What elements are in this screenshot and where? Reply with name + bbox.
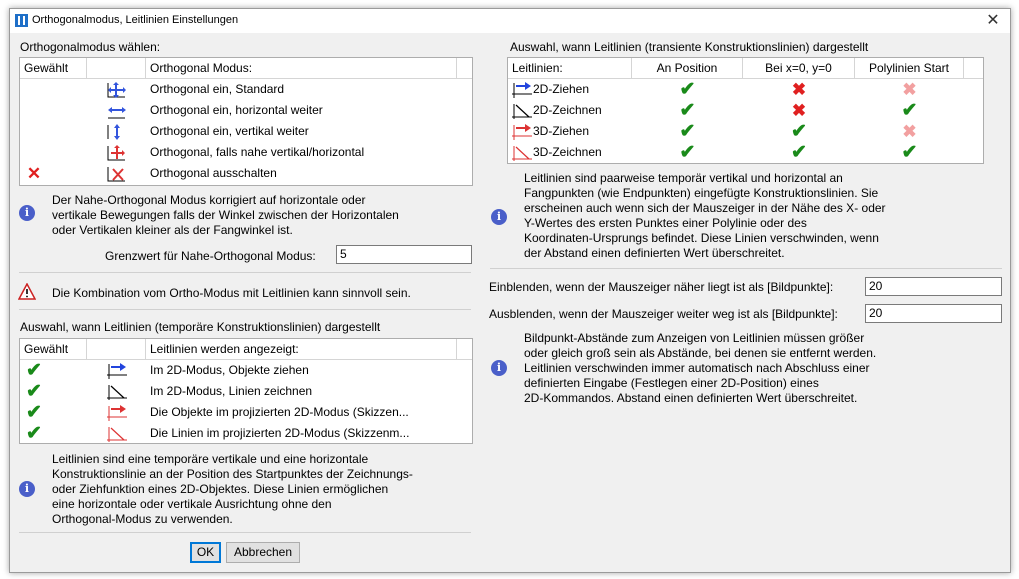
- check-icon[interactable]: ✔: [679, 100, 696, 121]
- check-icon[interactable]: ✔: [901, 142, 918, 163]
- ortho-off-icon: [105, 165, 127, 183]
- draw-2d-icon: [511, 101, 533, 120]
- ortho-table-header: [20, 58, 472, 79]
- ortho-mode-label: Orthogonal ein, horizontal weiter: [150, 103, 323, 117]
- separator: [490, 268, 1002, 269]
- trans-guides-table[interactable]: [507, 57, 984, 164]
- ortho-vertical-icon: [105, 123, 127, 141]
- trans-table-header: [508, 58, 983, 79]
- drag-3d-icon: [511, 122, 533, 141]
- table-row[interactable]: [20, 423, 472, 444]
- guide-type-label: 3D-Zeichnen: [533, 145, 602, 159]
- ortho-heading: Orthogonalmodus wählen:: [20, 40, 161, 54]
- table-row[interactable]: [20, 360, 472, 381]
- table-row[interactable]: [508, 79, 983, 100]
- draw-3d-icon: [511, 143, 533, 162]
- guide-type-label: 2D-Ziehen: [533, 82, 590, 96]
- table-row[interactable]: [20, 402, 472, 423]
- near-ortho-info: Der Nahe-Orthogonal Modus korrigiert auf horizontale oder vertikale Bewegungen falls der Winkel zwischen der Horizontalen oder Vertikalen kleiner als der Fangwinkel ist.: [52, 193, 399, 237]
- col-icon-header[interactable]: [87, 58, 146, 78]
- col-polyline-header[interactable]: Polylinien Start: [855, 58, 964, 78]
- temp-heading: Auswahl, wann Leitlinien (temporäre Konstruktionslinien) dargestellt: [20, 320, 381, 334]
- table-row[interactable]: [20, 381, 472, 402]
- table-row[interactable]: [20, 79, 472, 100]
- x-disabled-icon[interactable]: ✖: [902, 122, 917, 141]
- info-icon: i: [491, 209, 507, 225]
- pixel-distance-info: Bildpunkt-Abstände zum Anzeigen von Leitlinien müssen größer oder gleich groß sein als Abstände, bei denen sie entfernt werden. Leitlinien verschwinden immer automatisch nach Abschluss einer definierten Eingabe (Festlegen einer 2D-Position) eines 2D-Kommandos. Abstand einen definierten Wert überschreitet.: [524, 331, 877, 405]
- separator: [19, 309, 471, 310]
- col-guides-header[interactable]: Leitlinien:: [508, 58, 632, 78]
- ortho-mode-label: Orthogonal ein, vertikal weiter: [150, 124, 309, 138]
- x-icon[interactable]: ✖: [791, 101, 807, 120]
- guide-type-label: 2D-Zeichnen: [533, 103, 602, 117]
- separator: [19, 532, 471, 533]
- guide-option-label: Im 2D-Modus, Objekte ziehen: [150, 363, 309, 377]
- drag-2d-icon: [511, 80, 533, 99]
- title-bar: [10, 9, 1010, 33]
- show-distance-label: Einblenden, wenn der Mauszeiger näher liegt ist als [Bildpunkte]:: [489, 280, 834, 294]
- trans-guides-info: Leitlinien sind paarweise temporär vertikal und horizontal an Fangpunkten (wie Endpunkten) eingefügte Konstruktionslinien. Sie erscheinen auch wenn sich der Mauszeiger in der Nähe des X- oder Y-Wertes des ersten Punktes einer Polylinie oder des Koordinaten-Ursprungs befindet. Diese Linien verschwinden, wenn der Abstand einen definierten Wert überschreitet.: [524, 171, 886, 260]
- ortho-warning-text: Die Kombination vom Ortho-Modus mit Leitlinien kann sinnvoll sein.: [52, 286, 411, 300]
- info-icon: i: [491, 360, 507, 376]
- drag-2d-icon: [106, 361, 128, 380]
- table-row[interactable]: [20, 100, 472, 121]
- selected-check-icon: ✔: [26, 402, 42, 423]
- selected-check-icon: ✔: [26, 360, 42, 381]
- x-disabled-icon[interactable]: ✖: [902, 80, 917, 99]
- separator: [19, 272, 471, 273]
- col-mode-header[interactable]: Orthogonal Modus:: [146, 58, 457, 78]
- ortho-near-icon: [105, 144, 127, 162]
- guide-option-label: Die Linien im projizierten 2D-Modus (Skizzenm...: [150, 426, 410, 440]
- selected-x-icon: ✕: [26, 164, 42, 183]
- window-title: Orthogonalmodus, Leitlinien Einstellungen: [32, 14, 239, 26]
- guide-option-label: Die Objekte im projizierten 2D-Modus (Skizzen...: [150, 405, 409, 419]
- temp-guides-info: Leitlinien sind eine temporäre vertikale und eine horizontale Konstruktionslinie an der Position des Startpunktes der Zeichnungs- oder Ziehfunktion eines 2D-Objektes. Diese Linien ermöglichen eine horizontale oder vertikale Ausrichtung ohne den Orthogonal-Modus zu verwenden.: [52, 452, 413, 526]
- temp-guides-table[interactable]: [19, 338, 473, 444]
- draw-2d-icon: [106, 382, 128, 401]
- col-filler-header: [457, 339, 472, 359]
- check-icon[interactable]: ✔: [791, 142, 807, 163]
- ok-button[interactable]: OK: [190, 542, 221, 563]
- table-row[interactable]: [508, 100, 983, 121]
- col-selected-header[interactable]: Gewählt: [20, 58, 87, 78]
- table-row[interactable]: [20, 142, 472, 163]
- ortho-standard-icon: [105, 81, 127, 99]
- col-filler-header: [457, 58, 472, 78]
- drag-projected-icon: [106, 403, 128, 422]
- check-icon[interactable]: ✔: [791, 121, 807, 142]
- check-icon[interactable]: ✔: [679, 79, 696, 100]
- col-origin-header[interactable]: Bei x=0, y=0: [743, 58, 855, 78]
- show-distance-input[interactable]: 20: [865, 277, 1002, 296]
- ortho-horizontal-icon: [105, 102, 127, 120]
- hide-distance-label: Ausblenden, wenn der Mauszeiger weiter weg ist als [Bildpunkte]:: [489, 307, 838, 321]
- guide-type-label: 3D-Ziehen: [533, 124, 590, 138]
- col-shown-header[interactable]: Leitlinien werden angezeigt:: [146, 339, 457, 359]
- ortho-mode-label: Orthogonal ein, Standard: [150, 82, 285, 96]
- app-icon: [15, 14, 28, 27]
- info-icon: i: [19, 205, 35, 221]
- check-icon[interactable]: ✔: [679, 142, 696, 163]
- trans-heading: Auswahl, wann Leitlinien (transiente Konstruktionslinien) dargestellt: [510, 40, 869, 54]
- warning-icon: [18, 283, 36, 300]
- table-row[interactable]: [20, 121, 472, 142]
- col-filler-header: [964, 58, 983, 78]
- cancel-button[interactable]: Abbrechen: [226, 542, 300, 563]
- hide-distance-input[interactable]: 20: [865, 304, 1002, 323]
- settings-dialog: [9, 8, 1011, 573]
- table-row[interactable]: [508, 121, 983, 142]
- draw-projected-icon: [106, 424, 128, 443]
- col-icon-header[interactable]: [87, 339, 146, 359]
- check-icon[interactable]: ✔: [679, 121, 696, 142]
- ortho-mode-label: Orthogonal ausschalten: [150, 166, 277, 180]
- selected-check-icon: ✔: [26, 381, 42, 402]
- threshold-input[interactable]: 5: [336, 245, 472, 264]
- x-icon[interactable]: ✖: [791, 80, 807, 99]
- ortho-mode-table[interactable]: [19, 57, 473, 186]
- table-row[interactable]: [508, 142, 983, 163]
- ortho-mode-label: Orthogonal, falls nahe vertikal/horizontal: [150, 145, 365, 159]
- col-selected-header[interactable]: Gewählt: [20, 339, 87, 359]
- check-icon[interactable]: ✔: [901, 100, 918, 121]
- temp-table-header: [20, 339, 472, 360]
- info-icon: i: [19, 481, 35, 497]
- close-button[interactable]: ✕: [986, 12, 1000, 29]
- threshold-label: Grenzwert für Nahe-Orthogonal Modus:: [105, 249, 316, 263]
- table-row[interactable]: [20, 163, 472, 184]
- guide-option-label: Im 2D-Modus, Linien zeichnen: [150, 384, 313, 398]
- selected-check-icon: ✔: [26, 423, 42, 444]
- col-position-header[interactable]: An Position: [632, 58, 743, 78]
